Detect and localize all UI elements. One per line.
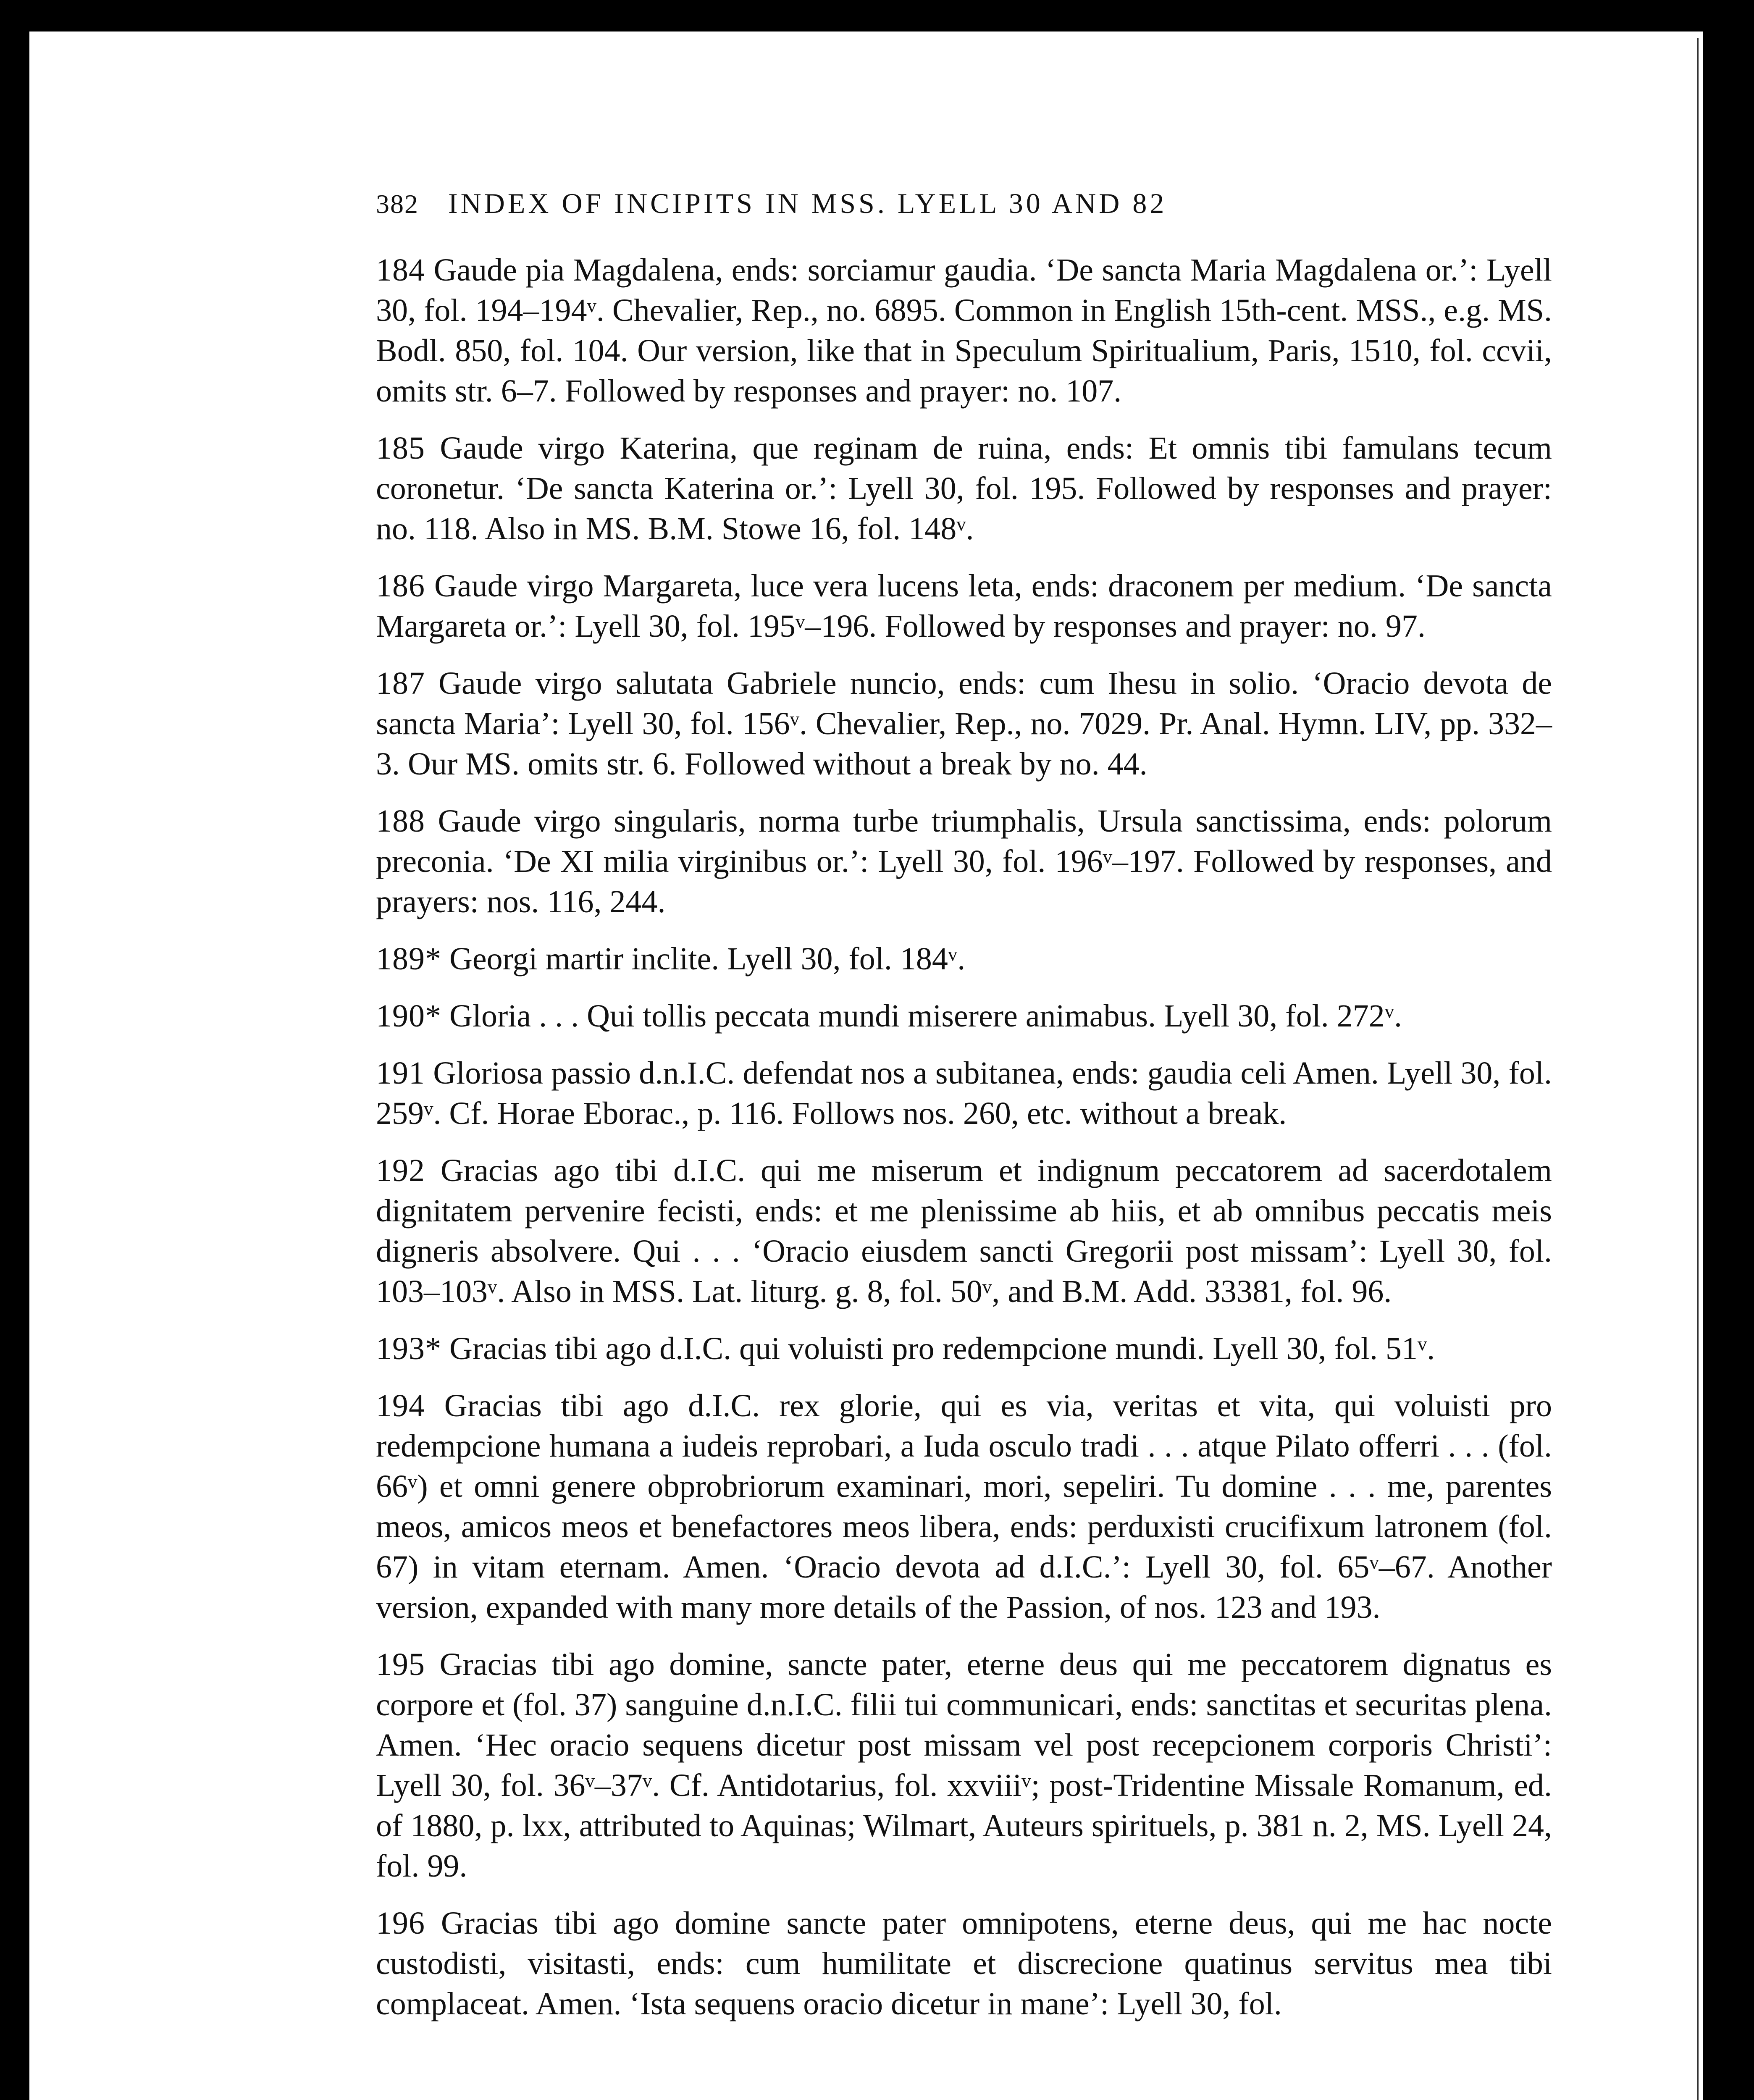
entry-number: 187 bbox=[376, 666, 425, 701]
entry-number: 192 bbox=[376, 1153, 425, 1188]
index-entry bbox=[376, 428, 1552, 549]
entry-text: Gracias tibi ago d.I.C. qui voluisti pro redempcione mundi. Lyell 30, fol. 51ᵛ. bbox=[449, 1331, 1435, 1366]
entry-text: Gloria . . . Qui tollis peccata mundi miserere animabus. Lyell 30, fol. 272ᵛ. bbox=[449, 998, 1402, 1034]
entry-text: Gaude virgo singularis, norma turbe triumphalis, Ursula sanctissima, ends: polorum preconia. ‘De XI milia virginibus or.’: Lyell 30, fol. 196ᵛ–197. Followed by responses, and prayers: nos. 116, 244. bbox=[376, 803, 1552, 919]
entry-text: Gracias tibi ago domine, sancte pater, eterne deus qui me peccatorem dignatus es corpore et (fol. 37) sanguine d.n.I.C. filii tui communicari, ends: sanctitas et securitas plena. Amen. ‘Hec oracio sequens dicetur post missam vel post recepcionem corporis Christi’: Lyell 30, fol. 36ᵛ–37ᵛ. Cf. Antidotarius, fol. xxviiiᵛ; post-Tridentine Missale Romanum, ed. of 1880, p. lxx, attributed to Aquinas; Wilmart, Auteurs spirituels, p. 381 n. 2, MS. Lyell 24, fol. 99. bbox=[376, 1647, 1552, 1884]
entry-number: 188 bbox=[376, 803, 425, 839]
index-entry bbox=[376, 663, 1552, 784]
entry-number: 191 bbox=[376, 1055, 425, 1091]
index-entry bbox=[376, 1150, 1552, 1312]
running-head bbox=[376, 187, 1552, 237]
entry-text: Gaude virgo salutata Gabriele nuncio, ends: cum Ihesu in solio. ‘Oracio devota de sancta Maria’: Lyell 30, fol. 156ᵛ. Chevalier, Rep., no. 7029. Pr. Anal. Hymn. LIV, pp. 332–3. Our MS. omits str. 6. Followed without a break by no. 44. bbox=[376, 666, 1552, 782]
entry-number: 196 bbox=[376, 1906, 425, 1941]
entry-number: 193* bbox=[376, 1331, 441, 1366]
page-content bbox=[376, 187, 1552, 2041]
index-entry bbox=[376, 996, 1552, 1036]
entry-text: Georgi martir inclite. Lyell 30, fol. 184ᵛ. bbox=[449, 941, 966, 976]
entry-text: Gracias ago tibi d.I.C. qui me miserum et indignum peccatorem ad sacerdotalem dignitatem pervenire fecisti, ends: et me plenissime ab hiis, et ab omnibus peccatis meis digneris absolvere. Qui . . . ‘Oracio eiusdem sancti Gregorii post missam’: Lyell 30, fol. 103–103ᵛ. Also in MSS. Lat. liturg. g. 8, fol. 50ᵛ, and B.M. Add. 33381, fol. 96. bbox=[376, 1153, 1552, 1309]
entry-text: Gaude virgo Katerina, que reginam de ruina, ends: Et omnis tibi famulans tecum coronetur. ‘De sancta Katerina or.’: Lyell 30, fol. 195. Followed by responses and prayer: no. 118. Also in MS. B.M. Stowe 16, fol. 148ᵛ. bbox=[376, 430, 1552, 546]
entry-number: 186 bbox=[376, 568, 425, 604]
page-number: 382 bbox=[376, 189, 419, 219]
entry-text: Gaude virgo Margareta, luce vera lucens leta, ends: draconem per medium. ‘De sancta Margareta or.’: Lyell 30, fol. 195ᵛ–196. Followed by responses and prayer: no. 97. bbox=[376, 568, 1552, 644]
index-entry bbox=[376, 250, 1552, 411]
running-title: INDEX OF INCIPITS IN MSS. LYELL 30 AND 82 bbox=[448, 187, 1167, 219]
page-edge-line bbox=[1697, 38, 1699, 2100]
entry-number: 185 bbox=[376, 430, 425, 466]
entry-number: 190* bbox=[376, 998, 441, 1034]
entry-number: 195 bbox=[376, 1647, 425, 1682]
entry-text: Gracias tibi ago domine sancte pater omnipotens, eterne deus, qui me hac nocte custodisti, visitasti, ends: cum humilitate et discrecione quatinus servitus mea tibi complaceat. Amen. ‘Ista sequens oracio dicetur in mane’: Lyell 30, fol. bbox=[376, 1906, 1552, 2021]
entry-text: Gracias tibi ago d.I.C. rex glorie, qui es via, veritas et vita, qui voluisti pro redempcione humana a iudeis reprobari, a Iuda osculo tradi . . . atque Pilato offerri . . . (fol. 66ᵛ) et omni genere obprobriorum examinari, mori, sepeliri. Tu domine . . . me, parentes meos, amicos meos et benefactores meos libera, ends: perduxisti crucifixum latronem (fol. 67) in vitam eternam. Amen. ‘Oracio devota ad d.I.C.’: Lyell 30, fol. 65ᵛ–67. Another version, expanded with many more details of the Passion, of nos. 123 and 193. bbox=[376, 1388, 1552, 1625]
index-entry bbox=[376, 566, 1552, 646]
entry-text: Gloriosa passio d.n.I.C. defendat nos a subitanea, ends: gaudia celi Amen. Lyell 30, fol. 259ᵛ. Cf. Horae Eborac., p. 116. Follows nos. 260, etc. without a break. bbox=[376, 1055, 1552, 1131]
index-entry bbox=[376, 1328, 1552, 1369]
entry-number: 189* bbox=[376, 941, 441, 976]
index-entry bbox=[376, 1053, 1552, 1134]
index-entry bbox=[376, 1644, 1552, 1886]
index-entry bbox=[376, 801, 1552, 922]
index-entry bbox=[376, 1386, 1552, 1628]
index-entry bbox=[376, 939, 1552, 979]
index-entry bbox=[376, 1903, 1552, 2024]
entry-number: 194 bbox=[376, 1388, 425, 1423]
entry-number: 184 bbox=[376, 252, 425, 288]
entry-text: Gaude pia Magdalena, ends: sorciamur gaudia. ‘De sancta Maria Magdalena or.’: Lyell 30, fol. 194–194ᵛ. Chevalier, Rep., no. 6895. Common in English 15th-cent. MSS., e.g. MS. Bodl. 850, fol. 104. Our version, like that in Speculum Spiritualium, Paris, 1510, fol. ccvii, omits str. 6–7. Followed by responses and prayer: no. 107. bbox=[376, 252, 1552, 409]
